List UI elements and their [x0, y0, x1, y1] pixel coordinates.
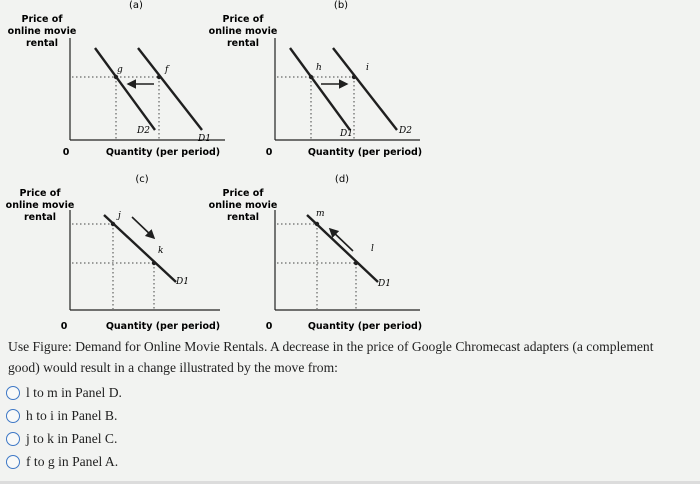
y-axis-label-a-line1: Price of — [21, 14, 63, 25]
point-label-g: g — [117, 65, 123, 75]
point-g-a — [114, 75, 118, 79]
panel-label-a: (a) — [129, 0, 143, 11]
point-label-i: i — [366, 63, 369, 73]
panel-label-c: (c) — [135, 174, 149, 185]
question-text: Use Figure: Demand for Online Movie Rentals. A decrease in the price of Google Chromecast adapters (a complement good) would result in a change illustrated by the move from: — [8, 339, 654, 375]
y-axis-label-c-line3: rental — [23, 212, 57, 223]
origin-b: 0 — [265, 147, 273, 158]
y-axis-label-c-line1: Price of — [19, 188, 61, 199]
option-f-to-g[interactable] — [6, 450, 122, 473]
y-axis-label-b-line2: online movie — [208, 26, 278, 37]
curve-label-d2-b: D2 — [399, 126, 412, 136]
point-m-d — [315, 222, 319, 226]
x-axis-label-b: Quantity (per period) — [307, 147, 423, 158]
curve-label-d1-b: D1 — [340, 129, 353, 139]
point-label-j: j — [118, 211, 121, 221]
y-axis-label-b-line3: rental — [226, 38, 260, 49]
demand-curve-d1-a — [138, 48, 202, 130]
origin-c: 0 — [60, 321, 68, 332]
x-axis-label-a: Quantity (per period) — [105, 147, 221, 158]
point-h-b — [309, 75, 313, 79]
answer-options — [6, 381, 122, 473]
point-j-c — [111, 222, 115, 226]
panel-label-d: (d) — [334, 174, 350, 185]
y-axis-label-d-line1: Price of — [222, 188, 264, 199]
point-label-f: f — [165, 65, 169, 75]
demand-curve-d2-a — [95, 48, 155, 130]
curve-label-d1-a: D1 — [198, 134, 211, 144]
point-label-h: h — [316, 63, 322, 73]
option-l-to-m[interactable] — [6, 381, 122, 404]
radio-button[interactable] — [6, 432, 20, 446]
y-axis-label-b-line1: Price of — [222, 14, 264, 25]
y-axis-label-d-line3: rental — [226, 212, 260, 223]
panel-b — [209, 0, 422, 158]
panel-label-b: (b) — [333, 0, 349, 11]
movement-arrow-c — [132, 217, 154, 238]
curve-label-d1-d: D1 — [378, 279, 391, 289]
radio-button[interactable] — [6, 455, 20, 469]
demand-curve-d1-b — [290, 48, 350, 130]
option-label: l to m in Panel D. — [26, 384, 122, 400]
origin-a: 0 — [62, 147, 70, 158]
demand-curve-d2-b — [333, 48, 397, 130]
point-l-d — [354, 261, 358, 265]
origin-d: 0 — [265, 321, 273, 332]
y-axis-label-a-line3: rental — [25, 38, 59, 49]
curve-label-d2-a: D2 — [137, 126, 150, 136]
y-axis-label-d-line2: online movie — [208, 200, 278, 211]
option-j-to-k[interactable] — [6, 427, 122, 450]
option-label: j to k in Panel C. — [26, 430, 118, 446]
option-label: f to g in Panel A. — [26, 453, 119, 469]
y-axis-label-c-line2: online movie — [5, 200, 75, 211]
panel-a — [8, 0, 225, 158]
point-label-l: l — [371, 244, 374, 254]
point-f-a — [157, 75, 161, 79]
y-axis-label-a-line2: online movie — [7, 26, 77, 37]
option-label: h to i in Panel B. — [26, 407, 118, 423]
point-label-m: m — [316, 209, 325, 219]
x-axis-label-c: Quantity (per period) — [105, 321, 221, 332]
panel-d — [209, 174, 422, 332]
x-axis-label-d: Quantity (per period) — [307, 321, 423, 332]
panel-c — [6, 174, 220, 332]
point-label-k: k — [158, 246, 164, 256]
radio-button[interactable] — [6, 386, 20, 400]
option-h-to-i[interactable] — [6, 404, 122, 427]
radio-button[interactable] — [6, 409, 20, 423]
curve-label-d1-c: D1 — [176, 277, 189, 287]
point-k-c — [152, 261, 156, 265]
point-i-b — [352, 75, 356, 79]
